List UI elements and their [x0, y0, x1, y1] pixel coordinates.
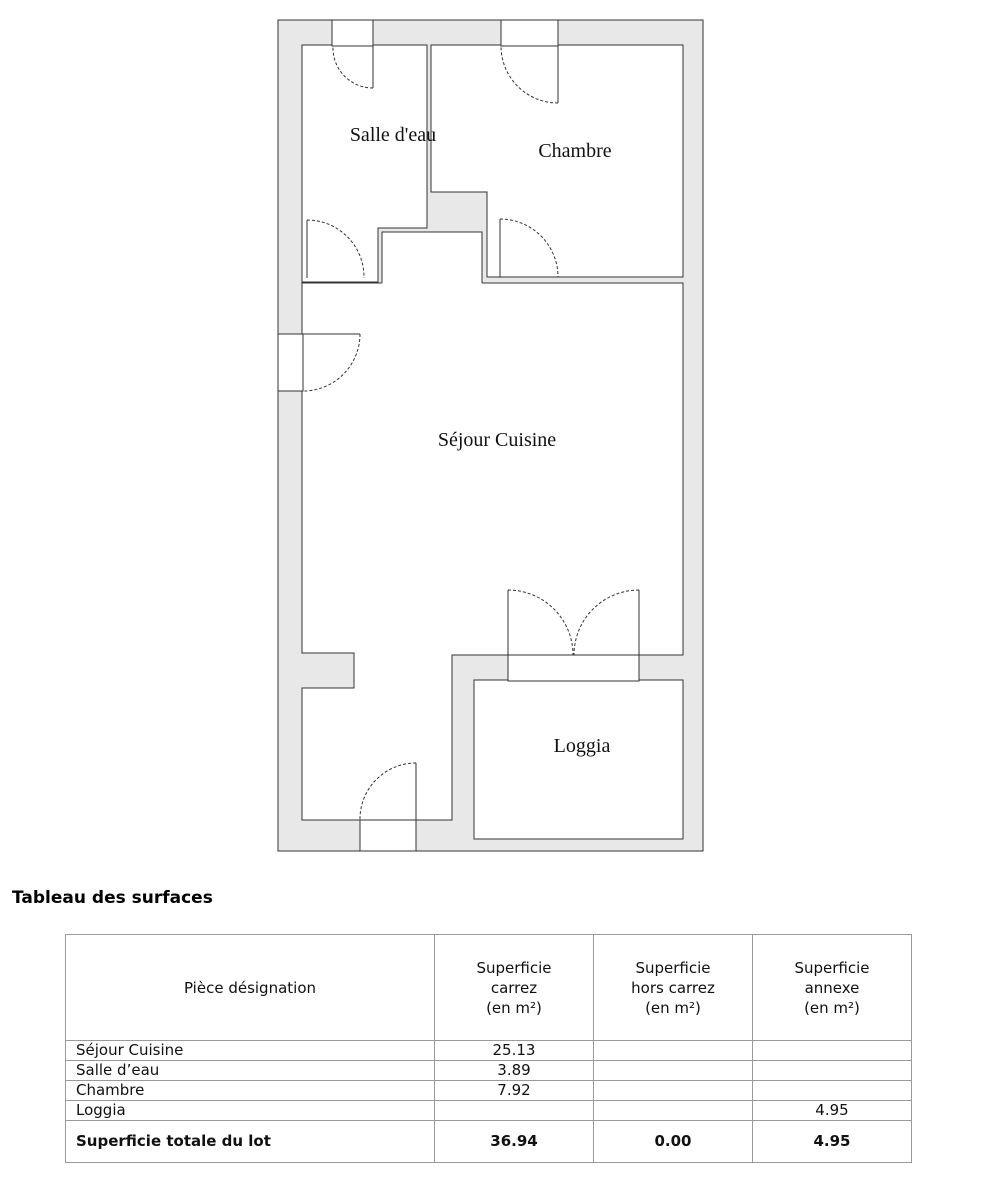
row-annexe — [753, 1041, 912, 1061]
table-row — [66, 1101, 912, 1121]
row-annexe: 4.95 — [753, 1101, 912, 1121]
header-annexe: Superficie annexe (en m²) — [753, 935, 912, 1041]
loggia-opening — [508, 655, 639, 681]
row-annexe — [753, 1081, 912, 1101]
header-designation: Pièce désignation — [66, 935, 435, 1041]
row-name: Séjour Cuisine — [66, 1041, 435, 1061]
surfaces-title: Tableau des surfaces — [12, 888, 213, 908]
row-hors-carrez — [594, 1061, 753, 1081]
row-carrez: 3.89 — [435, 1061, 594, 1081]
row-carrez: 7.92 — [435, 1081, 594, 1101]
row-hors-carrez — [594, 1101, 753, 1121]
total-name: Superficie totale du lot — [66, 1121, 435, 1163]
header-carrez: Superficie carrez (en m²) — [435, 935, 594, 1041]
corridor — [382, 232, 482, 284]
window-sejour-left — [278, 334, 303, 391]
header-hors-carrez: Superficie hors carrez (en m²) — [594, 935, 753, 1041]
row-carrez — [435, 1101, 594, 1121]
label-salle-deau: Salle d'eau — [349, 124, 437, 146]
table-row — [66, 1081, 912, 1101]
row-annexe — [753, 1061, 912, 1081]
table-row — [66, 1061, 912, 1081]
label-sejour-cuisine: Séjour Cuisine — [437, 429, 557, 451]
label-chambre: Chambre — [538, 140, 612, 162]
table-header-row — [66, 935, 912, 1041]
window-salle-deau — [332, 20, 373, 46]
total-annexe: 4.95 — [753, 1121, 912, 1163]
row-name: Chambre — [66, 1081, 435, 1101]
row-name: Salle d’eau — [66, 1061, 435, 1081]
total-row — [66, 1121, 912, 1163]
room-loggia — [474, 680, 683, 839]
entrance-opening — [360, 820, 416, 851]
total-hors-carrez: 0.00 — [594, 1121, 753, 1163]
label-loggia: Loggia — [553, 735, 611, 757]
total-carrez: 36.94 — [435, 1121, 594, 1163]
row-hors-carrez — [594, 1081, 753, 1101]
row-name: Loggia — [66, 1101, 435, 1121]
table-row — [66, 1041, 912, 1061]
surfaces-table — [65, 934, 912, 1163]
row-carrez: 25.13 — [435, 1041, 594, 1061]
window-chambre — [501, 20, 558, 46]
row-hors-carrez — [594, 1041, 753, 1061]
